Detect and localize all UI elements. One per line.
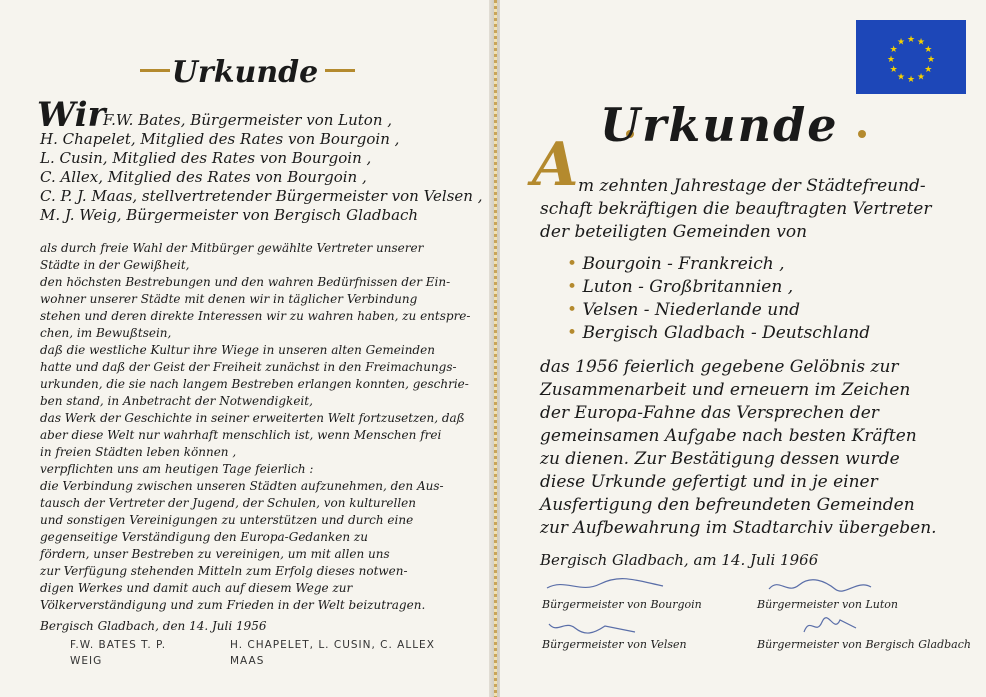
signatory-line: C. P. J. Maas, stellvertretender Bürgermeister von Velsen ,: [40, 187, 483, 205]
initial-a: A: [532, 130, 579, 200]
body-line: hatte und daß der Geist der Freiheit zunächst in den Freimachungs-: [40, 360, 457, 374]
body-line: diese Urkunde gefertigt und in je einer: [540, 472, 878, 492]
body-line: in freien Städten leben können ,: [40, 445, 237, 459]
body-line: das 1956 feierlich gegebene Gelöbnis zur: [540, 357, 899, 377]
signature-role: Bürgermeister von Bourgoin: [542, 598, 702, 611]
body-line: urkunden, die sie nach langem Bestreben erlangen konnten, geschrie-: [40, 377, 469, 391]
body-line: digen Werkes und damit auch auf diesem Wege zur: [40, 581, 353, 595]
initial-w: Wir: [37, 95, 106, 135]
body-line: Zusammenarbeit und erneuern im Zeichen: [540, 380, 911, 400]
title-dot-right: [856, 128, 868, 140]
signature-role: Bürgermeister von Bergisch Gladbach: [757, 638, 971, 651]
body-line: Völkerverständigung und zum Frieden in der Welt beizutragen.: [40, 598, 426, 612]
intro-line: schaft bekräftigen die beauftragten Vertreter: [540, 199, 932, 219]
signatory-line: L. Cusin, Mitglied des Rates von Bourgoin ,: [40, 149, 372, 167]
body-line: als durch freie Wahl der Mitbürger gewählte Vertreter unserer: [40, 241, 424, 255]
body-line: Städte in der Gewißheit,: [40, 258, 190, 272]
signature-scribble: [765, 575, 875, 597]
signature-scribble: [545, 616, 645, 638]
body-line: gemeinsamen Aufgabe nach besten Kräften: [540, 426, 917, 446]
body-line: zur Aufbewahrung im Stadtarchiv übergeben.: [540, 518, 937, 538]
eu-stars-icon: [856, 20, 966, 94]
body-line: daß die westliche Kultur ihre Wiege in unseren alten Gemeinden: [40, 343, 435, 357]
body-line: verpflichten uns am heutigen Tage feierlich :: [40, 462, 314, 476]
printed-name: H. CHAPELET, L. CUSIN, C. ALLEX: [230, 639, 435, 651]
body-line: tausch der Vertreter der Jugend, der Schulen, von kulturellen: [40, 496, 417, 510]
svg-text:★: ★: [896, 37, 906, 48]
body-line: zu dienen. Zur Bestätigung dessen wurde: [540, 449, 900, 469]
svg-text:★: ★: [889, 45, 898, 55]
svg-text:★: ★: [886, 55, 896, 65]
signature-scribble: [545, 576, 665, 596]
place-date: Bergisch Gladbach, den 14. Juli 1956: [40, 619, 267, 633]
body-line: ben stand, in Anbetracht der Notwendigkeit,: [40, 394, 313, 408]
body-line: fördern, unser Bestreben zu vereinigen, um mit allen uns: [40, 547, 390, 561]
body-line: wohner unserer Städte mit denen wir in täglicher Verbindung: [40, 292, 418, 306]
partner-line: • Luton - Großbritannien ,: [567, 277, 794, 297]
partner-line: • Bergisch Gladbach - Deutschland: [567, 323, 871, 343]
svg-text:★: ★: [896, 72, 906, 83]
signatory-line: F.W. Bates, Bürgermeister von Luton ,: [103, 111, 393, 129]
body-line: die Verbindung zwischen unseren Städten aufzunehmen, den Aus-: [40, 479, 444, 493]
body-line: aber diese Welt nur wahrhaft menschlich ist, wenn Menschen frei: [40, 428, 442, 442]
left-title: Urkunde: [171, 55, 319, 90]
printed-name: MAAS: [230, 655, 265, 667]
body-line: und sonstigen Vereinigungen zu unterstützen und durch eine: [40, 513, 414, 527]
body-line: zur Verfügung stehenden Mitteln zum Erfolg dieses notwen-: [40, 564, 408, 578]
svg-text:★: ★: [924, 45, 933, 55]
svg-text:★: ★: [906, 75, 916, 85]
svg-text:★: ★: [924, 65, 933, 75]
signature-role: Bürgermeister von Velsen: [542, 638, 687, 651]
signatory-line: M. J. Weig, Bürgermeister von Bergisch Gladbach: [40, 206, 419, 224]
right-title: Urkunde: [600, 98, 839, 152]
body-line: stehen und deren direkte Interessen wir zu wahren haben, zu entspre-: [40, 309, 471, 323]
svg-text:★: ★: [906, 35, 916, 45]
printed-name: WEIG: [70, 655, 103, 667]
body-line: gegenseitige Verständigung den Europa-Gedanken zu: [40, 530, 368, 544]
partner-line: • Velsen - Niederlande und: [567, 300, 801, 320]
svg-text:★: ★: [889, 65, 898, 75]
signatory-line: C. Allex, Mitglied des Rates von Bourgoin ,: [40, 168, 367, 186]
svg-text:★: ★: [926, 55, 936, 65]
binding-cord: [494, 0, 497, 697]
body-line: den höchsten Bestrebungen und den wahren Bedürfnissen der Ein-: [40, 275, 451, 289]
signature-role: Bürgermeister von Luton: [757, 598, 898, 611]
intro-line: m zehnten Jahrestage der Städtefreund-: [578, 176, 926, 196]
svg-text:★: ★: [916, 72, 926, 83]
partner-line: • Bourgoin - Frankreich ,: [567, 254, 785, 274]
body-line: das Werk der Geschichte in seiner erweiterten Welt fortzusetzen, daß: [40, 411, 465, 425]
svg-text:★: ★: [916, 37, 926, 48]
eu-flag: [856, 20, 966, 94]
signatory-line: H. Chapelet, Mitglied des Rates von Bourgoin ,: [40, 130, 400, 148]
intro-line: der beteiligten Gemeinden von: [540, 222, 808, 242]
body-line: der Europa-Fahne das Versprechen der: [540, 403, 879, 423]
left-page: [0, 0, 492, 697]
body-line: Ausfertigung den befreundeten Gemeinden: [540, 495, 915, 515]
body-line: chen, im Bewußtsein,: [40, 326, 172, 340]
printed-name: F.W. BATES T. P.: [70, 639, 167, 651]
place-date: Bergisch Gladbach, am 14. Juli 1966: [540, 551, 819, 569]
signature-scribble: [800, 614, 860, 638]
